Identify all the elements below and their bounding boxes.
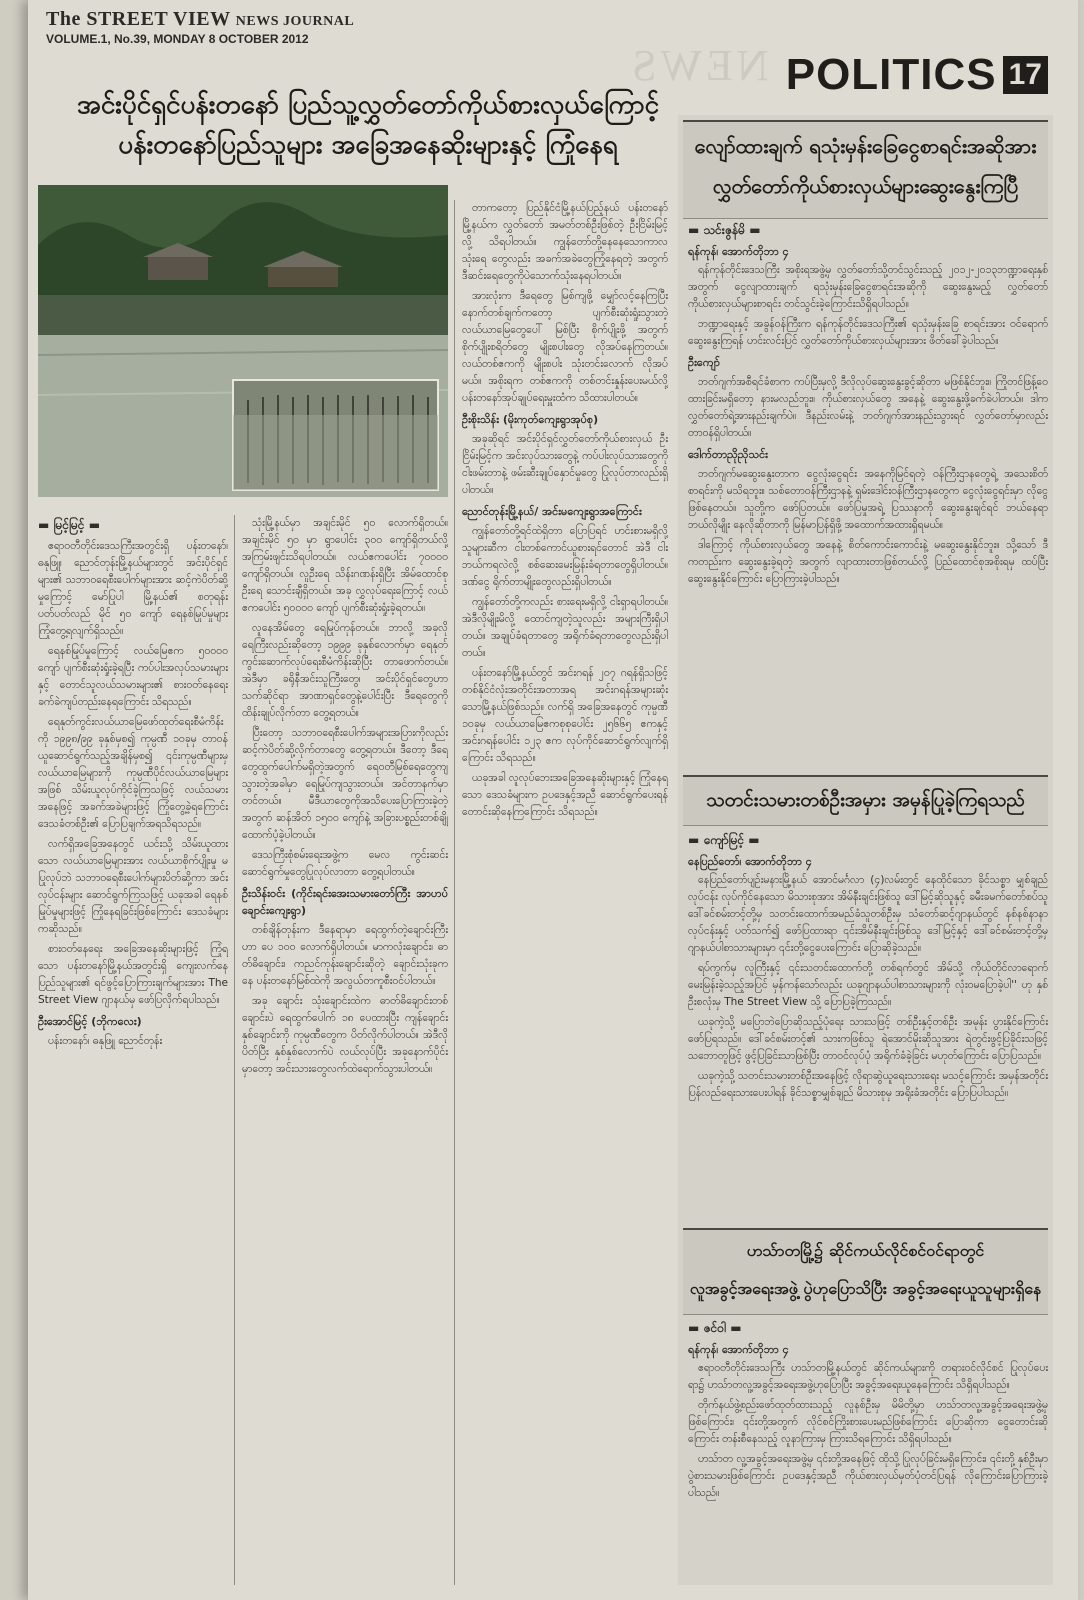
masthead	[46, 8, 466, 46]
section-title: POLITICS	[785, 50, 997, 99]
brand-subtitle: NEWS JOURNAL	[235, 14, 355, 29]
lead-column-2	[242, 515, 448, 1585]
lead-col1-tail: ပန်းတနော်၊ ဓနုဖြူ ညောင်တုန်း	[48, 1035, 163, 1047]
lead-col3b-para: အခုဆိုရင် အင်းပိုင်ရှင်လွှတ်တော်ကိုယ်စားလှယ် ဦးငြိမ်းမြင့်က အင်းလုပ်သားတွေနဲ့ ကပ်ပါးလုပ်သားတွေကို ငါးဖမ်းတာနဲ့ ဖမ်းဆီးချုပ်နှောင်မှုတွေ ပြုလုပ်တာလည်းရှိပါတယ်။	[462, 433, 668, 496]
story2-title	[683, 120, 1048, 219]
lead-col1-para: ရေနစ်မြုပ်မှုကြောင့် လယ်မြေဧက ၅၀၀၀၀ ကျော် ပျက်စီးဆုံးရှုံးခဲ့ရပြီး ကပ်ပါးအလုပ်သမားများနှင့် တောင်သူလယ်သမားများ၏ စားဝတ်နေရေး ခက်ခဲကျပ်တည်းနေရကြောင်း သိရသည်။	[38, 645, 228, 708]
lead-col3-para: တာကတော့ ပြည်နိုင်ငံမြို့နယ်ပြည့်နယ် ပန်းတနော်မြို့နယ်က လွှတ်တော် အမတ်တစ်ဦးဖြစ်တဲ့ ဦးငြိမ်းမြင့်လို့ သိရပါတယ်။ ကျွန်တော်တို့နေနေသောကာလ သုံးရေ တွေလည်း အခက်အခဲတွေကြုံနေရတဲ့ အတွက် ဒီဆင်းရေတွေကိုပဲသောက်သုံးနေရပါတယ်။	[462, 202, 668, 282]
story4-dateline: ရန်ကုန်၊ အောက်တိုဘာ ၄	[688, 1343, 789, 1356]
column-divider	[454, 200, 455, 1585]
story2-byline: ▬ သင်းဇွန်မိ ▬	[688, 223, 761, 237]
story2-para: ရန်ကုန်တိုင်းဒေသကြီး အစိုးရအဖွဲ့မှ လွှတ်တော်သို့တင်သွင်းသည့် ၂၀၁၂-၂၀၁၃ဘဏ္ဍာရေးနှစ်အတွက် ငွေလျာထားချက် ရသုံးမှန်းခြေငွေစာရင်းအဆိုကို ဆွေးနွေးမည့် လွှတ်တော်ကိုယ်စားလှယ်များစာရင်း တင်သွင်းခဲ့ကြောင်းသိရှိရပါသည်။	[688, 264, 1048, 310]
lead-col3c-para: ကျွန်တော်တို့ရင်ထဲရှိတာ ပြောပြရင် ဟင်းစားမရှိလို့ သူများဆီက ငါးတစ်ကောင်ယူစားရင်တောင် အဲဒီ ငါးဘယ်ကရလဲလို့ စစ်ဆေးမေးမြန်းခံရတာတွေရှိပါတယ်။ ဒဏ်ငွေ ရိုက်တာမျိုးတွေလည်းရှိပါတယ်။	[462, 525, 668, 588]
lead-col1-para: စားဝတ်နေရေး အခြေအနေဆိုးများဖြင့် ကြုံရသော ပန်းတနော်မြို့နယ်အတွင်းရှိ ကျေးလက်နေ ပြည်သူများ၏ ရင်ဖွင့်ပြောကြားချက်များအား The Street View ဂျာနယ်မှ ဖော်ပြလိုက်ရပါသည်။	[38, 943, 228, 1006]
lead-col3c-para: ပန်းတနော်မြို့နယ်တွင် အင်းဂရန် ၂၀၇ ဂရန်ရှိသဖြင့် တစ်နိုင်ငံလုံးအတိုင်းအတာအရ အင်းဂရန်အများဆုံးသောမြို့နယ်ဖြစ်သည်။ လက်ရှိ အခြေအနေတွင် ကုမ္ပဏီ ၁၀ခုမှ လယ်ယာမြေဧကစုစုပေါင်း ၂၅၆၆၅ ဧကနှင့် အင်းဂရန်ပေါင်း ၁၂၃ ဧက လုပ်ကိုင်ဆောင်ရွက်လျက်ရှိကြောင်း သိရသည်။	[462, 667, 668, 764]
lead-subhead-2: ဦးသိန်းဝင်း (ကိုင်းရင်းအေးသမားတော်ကြီး အာဟပ်ချောင်းကျေးရွာ)	[242, 887, 448, 917]
story2-dateline: ရန်ကုန်၊ အောက်တိုဘာ ၄	[688, 245, 789, 258]
lead-column-1	[38, 515, 228, 1585]
page-number: 17	[1003, 56, 1048, 94]
story3-para: ရပ်ကွက်မှ လူကြီးနှင့် ၎င်းသတင်းထောက်တို့ တစ်ရက်တွင် အိမ်သို့ ကိုယ်တိုင်လာရောက်မေးမြန်းခဲ့သည့်အပြင် မှန်ကန်သော်လည်း ယခုဂျာနယ်ပါစာသားများကို လုံးဝမပြောခဲ့ပါ'' ဟု နှစ်ဦးစလုံးမှ The Street View သို့ ပြောပြခဲ့ကြသည်။	[688, 962, 1048, 1008]
lead-col2b-para: အခု ချောင်း သုံးချောင်းထဲက ဓာတ်ဓိချောင်းတစ်ချောင်းပဲ ရေထွက်ပေါက် ၁၈ ပေထားပြီး ကျန်ချောင်းနှစ်ချောင်းကို ကုမ္ပဏီတွေက ပိတ်လိုက်ပါတယ်။ အဲဒီလိုပိတ်ပြီး နှစ်နှစ်လောက်ပဲ လယ်လုပ်ပြီး အခုနောက်ပိုင်းမှာတော့ အင်းသားတွေလက်ထဲရောက်သွားပါတယ်။	[242, 995, 448, 1075]
lead-col3c-para: ယခုအခါ လူလုပ်ဘေးအခြေအနေဆိုးများနှင့် ကြုံနေရသော ဒေသခံများက ဥပဒေနှင့်အညီ ဆောင်ရွက်ပေးရန် တောင်းဆိုနေကြကြောင်း သိရသည်။	[462, 772, 668, 818]
lead-col1-para: ရေနုတ်ကွင်းလယ်ယာမြေဖော်ထုတ်ရေးစီမံကိန်းကို ၁၉၉၈/၉၉ ခုနှစ်မှစ၍ ကုမ္ပဏီ ၁၀ခုမှ တာဝန်ယူဆောင်ရွက်သည့်အချိန်မှစ၍ ၎င်းကုမ္ပဏီများမှ လယ်ယာမြေများကို ကုမ္ပဏီပိုင်လယ်ယာမြေများအဖြစ် သိမ်းယူလုပ်ကိုင်ခဲ့ကြသဖြင့် လယ်သမားအနေဖြင့် အခက်အခဲများဖြင့် ကြုံတွေ့ခဲ့ရကြောင်း ဒေသခံတစ်ဦး၏ ပြောပြချက်အရသိရသည်။	[38, 716, 228, 830]
story2-para-c: ဘတ်ဂျက်မဆွေးနွေးတာက ငွေလုံးငွေရင်း အနေကိုမြင်ရတဲ့ ဝန်ကြီးဌာနတွေရဲ့ အသေးစိတ်စာရင်းကို မသိရဘူး။ သစ်တောဝန်ကြီးဌာနနဲ့ ရှမ်းဒေါင်းဝန်ကြီးဌာနတွေက ငွေလုံးငွေရင်းမှာ လိုငွေဖြစ်နေတယ်။ သူတို့က ဖော်ပြတယ်။ ဖော်ပြမှုအရဲ့ ပြဿနာကို ဆွေးနွေးချင်ရင် ဘယ်နေရာ ဘယ်လိုမျိုး နေလိုဆိုတာကို မြန်မာပြန်ရှိဖို့ အထောက်အထားရှိရမယ်။	[688, 468, 1048, 531]
lead-subhead-4: ညောင်တုန်းမြို့နယ်/ အင်းမကျေးရွာအကြောင်း	[462, 505, 642, 518]
story2-para-b: ဘတ်ဂျက်အစီရင်ခံစာက ကပ်ပြီးမှလို့ ဒီလိုလုပ်ဆွေးနွေးခွင့်ဆိုတာ မဖြစ်နိုင်ဘူး။ ကြိုတင်ဖြန့်ဝေထားခြင်းမရှိတော့ နားမလည်ဘူး။ ကိုယ်စားလှယ်တွေ အနေနဲ့ ဆွေးနွေးဖို့ခက်ခဲပါတယ်။ ဒါက လွှတ်တော်ရဲ့အားနည်းချက်ပဲ။ ဒီနည်းလမ်းနဲ့ ဘတ်ဂျက်အားနည်းသွားရင် လွှတ်တော်မှာလည်း တာဝန်ရှိပါတယ်။	[688, 376, 1048, 439]
lead-col2-para: လူနေအိမ်တွေ ရေမြုပ်ကုန်တယ်။ ဘာလို့ အခုလို ရေကြီးလည်းဆိုတော့ ၁၉၉၉ ခုနှစ်လောက်မှာ ရေနုတ်ကွင်းဆောက်လုပ်ရေးစီမံကိန်းဆိုပြီး တာဖောက်တယ်။ အဲဒီမှာ ခရိုနီအင်းသူကြီးတွေ၊ အင်းပိုင်ရှင်တွေဟာ သက်ဆိုင်ရာ အာဏာရှင်တွေနဲ့ပေါင်းပြီး ဒီရေတွေကို ထိန်းချုပ်လိုက်တာ တွေ့ရတယ်။	[242, 622, 448, 719]
section-header	[786, 50, 1048, 100]
story3-para: ယခုကဲ့သို့ သတင်းသမားတစ်ဦးအနေဖြင့် လိုရာဆွဲယူရေးသားရေး မသင့်ကြောင်း အမှန်အတိုင်း ပြန်လည်ရေးသားပေးပါရန် ခိုင်သစ္စာမျှစ်ချည် မိသားစုမှ အရိုးခံအတိုင်း ပြောပြပါသည်။	[688, 1070, 1048, 1099]
lead-col1-para: ဧရာဝတီတိုင်းဒေသကြီးအတွင်းရှိ ပန်းတနော်၊ ဓနုဖြူ၊ ညောင်တုန်းမြို့နယ်များတွင် အင်းပိုင်ရှင်များ၏ သဘာဝရေစီးပေါက်များအား ဆင့်ကဲပိတ်ဆို့မှုကြောင့် မော်ပြုပါ မြို့နယ်၏ စတုရန်းပတ်ပတ်လည် မိုင် ၅၀ ကျော် ရေနစ်မြုပ်မှုများ ကြုံတွေ့ရလျက်ရှိသည်။	[38, 540, 228, 637]
ghost-news-text: NEWS	[628, 41, 769, 90]
story3-dateline: နေပြည်တော်၊ အောက်တိုဘာ ၄	[688, 855, 812, 868]
lead-subhead-3: ဦးစိုးသိန်း (မိုးကုတ်ကျေးရွာအုပ်စု)	[462, 413, 599, 426]
story4-title	[683, 1228, 1048, 1315]
story4-para: ဟသ်ာတ လူ့အခွင့်အရေးအဖွဲ့မှ ၎င်းတို့အနေဖြင့် ထိုသို့ ပြုလုပ်ခြင်းမရှိကြောင်း၊ ၎င်းတို့ နှစ်ဦးမှာ ပွဲစားသမားဖြစ်ကြောင်း ဥပဒေနှင့်အညီ ကိုယ်စားလှယ်မှတ်ပုံတင်ပြရန် လိုကြောင်းပြောကြားခဲ့ပါသည်။	[688, 1453, 1048, 1499]
story3-para: နေပြည်တော်ပျဉ်းမနားမြို့နယ် အောင်မင်္ဂလာ (၄)လမ်းတွင် နေထိုင်သော ခိုင်သစ္စာ မျှစ်ချည်လုပ်ငန်း လုပ်ကိုင်နေသော မိသားစုအား အိမ်နီးချင်းဖြစ်သူ ဒေါ်မြင့်ဆိုသူနှင့် ခမီးခမက်တော်စပ်သူ ဒေါ်ခင်စမ်းတင့်တို့မှ သတင်းထောက်အမည်ခံသူတစ်ဦးမှ သံတော်ဆင့်ဂျာနယ်တွင် နစ်နစ်နာနာလုပ်ငန်းနှင့် ပတ်သက်၍ ဖော်ပြထားရာ ၎င်းအိမ်နီးချင်းဖြစ်သူ ဒေါ်မြင့်နှင့် ဒေါ်ခင်စမ်းတင့်တို့မှ ဂျာနယ်ပါစာသားများမှာ ၎င်းတို့ငွေပေးကြောင်း ပြောဆိုခဲ့သည်။	[688, 874, 1048, 954]
lead-headline	[68, 85, 668, 165]
lead-col1-para: လက်ရှိအခြေအနေတွင် ယင်းသို့ သိမ်းယူထားသော လယ်ယာမြေများအား လယ်ယာစိုက်ပျိုးမှု မပြုလုပ်ဘဲ သဘာဝရေစီးပေါက်များပိတ်ဆို့ကာ အင်းလုပ်ငန်းများ ဆောင်ရွက်ကြသဖြင့် ယခုအခါ ရေနစ်မြုပ်မှုများဖြင့် ကြုံနေရခြင်းဖြစ်ကြောင်း ဒေသခံများကဆိုသည်။	[38, 838, 228, 935]
story4-body	[688, 1318, 1048, 1580]
lead-column-3	[462, 200, 668, 1585]
issue-line: VOLUME.1, No.39, MONDAY 8 OCTOBER 2012	[46, 32, 309, 46]
lead-col3-para: အားလုံးက ဒီရေတွေ မြစ်ကျဖို့ မျှော်လင့်နေကြပြီး နောက်တစ်ချက်ကတော့ ပျက်စီးဆုံးရှုံးသွားတဲ့ လယ်ယာမြေတွေပေါ် မြစ်ပြီး စိုက်ပျိုးဖို့ အတွက် စိုက်ပျိုးစရိတ်တွေ မျိုးစပါးတွေ လိုအပ်နေကြတယ်။ လယ်တစ်ဧကကို မျိုးစပါး သုံးတင်းလောက် လိုအပ်မယ်။ အစိုးရက တစ်ဧကကို တစ်တင်းနှုန်းပေးမယ်လို့ ပန်းတနော်အုပ်ချုပ်ရေးမှူးထံက သိထားပါတယ်။	[462, 290, 668, 404]
lead-byline: ▬ မြင့်မြင့် ▬	[38, 518, 101, 532]
flood-photo-illustration	[38, 185, 448, 497]
story2-title-line-1: လျော်ထားချက် ရသုံးမှန်းခြေငွေစာရင်းအဆိုအား	[694, 134, 1037, 158]
story2-subhead-1: ဦးကျော်	[688, 356, 720, 369]
newspaper-page	[28, 0, 1078, 1600]
lead-col3c-para: ကျွန်တော်တို့ကလည်း စားရေးမရှိလို့ ငါးရှာရပါတယ်။ အဲဒီလိုမျိုးမိလို့ ထောင်ကျတဲ့သူလည်း အများကြီးရှိပါတယ်။ အချုပ်ခံရတာတွေ အရိုက်ခံရတာတွေလည်းရှိပါတယ်။	[462, 596, 668, 659]
story4-title-line-1: ဟသ်ာတမြို့၌ ဆိုင်ကယ်လိုင်စင်ဝင်ရာတွင်	[746, 1241, 985, 1260]
story4-para: ဧရာဝတီတိုင်းဒေသကြီး ဟသ်ာတမြို့နယ်တွင် ဆိုင်ကယ်များကို တရားဝင်လိုင်စင် ပြုလုပ်ပေးရာ၌ ဟသ်ာတလူ့အခွင့်အရေးအဖွဲ့ဟုပြောပြီး အခွင့်အရေးယူနေကြောင်း သိရှိရပါသည်။	[688, 1362, 1048, 1391]
lead-photo	[38, 185, 448, 497]
lead-headline-line-1: အင်းပိုင်ရှင်ပန်းတနော် ပြည်သူ့လွှတ်တော်ကိုယ်စားလှယ်ကြောင့်	[76, 90, 660, 120]
story3-title: သတင်းသမားတစ်ဦးအမှား အမှန်ပြုခဲ့ကြရသည်	[683, 775, 1048, 826]
column-divider	[234, 515, 235, 1585]
story2-para: ဘဏ္ဍာရေးနှင့် အခွန်ဝန်ကြီးက ရန်ကုန်တိုင်းဒေသကြီး၏ ရသုံးမှန်းခြေ စာရင်းအား ဝင်ရောက်ဆွေးနွေးကြရန် ဟင်းလင်းပြင် လွှတ်တော်ကိုယ်စားလှယ်များအား ဖိတ်ခေါ်ခဲ့ပါသည်။	[688, 318, 1048, 347]
story2-subhead-2: ဒေါက်တာညိုညိုသင်း	[688, 448, 768, 461]
lead-headline-line-2: ပန်းတနော်ပြည်သူများ အခြေအနေဆိုးများနှင့် ကြုံနေရ	[118, 130, 618, 160]
lead-subhead-1: ဦးအောင်မြင့် (ဘိုကလေး)	[38, 1015, 142, 1028]
story2-body	[688, 220, 1048, 765]
story4-para: တိုက်နယ်ဖွဲ့စည်းဖော်ထုတ်ထားသည့် လူနစ်ဦးမှ မိမိတို့မှာ ဟသ်ာတလူ့အခွင့်အရေးအဖွဲ့မှ ဖြစ်ကြောင်း၊ ၎င်းတို့အတွက် လိုင်စင်ကြိုးစားပေးမည်ဖြစ်ကြောင်း ပြောဆိုကာ ငွေတောင်းဆိုကြောင်း တန်းစီနေသည့် လူနာကြားမှ ကြားသိရကြောင်း သိရှိရပါသည်။	[688, 1399, 1048, 1445]
story3-body	[688, 830, 1048, 1220]
story4-byline: ▬ ဇင်ဝါ ▬	[688, 1321, 742, 1335]
story2-title-line-2: လွှတ်တော်ကိုယ်စားလှယ်များဆွေးနွေးကြပြီ	[712, 174, 1019, 198]
lead-col2b-para: တစ်ချိန်တုန်းက ဒီနေရာမှာ ရေထွက်တဲ့ချောင်းကြီးဟာ ပေ ၁၀၀ လောက်ရှိပါတယ်။ မာကလုံးချောင်း၊ ဓာတ်ဓိချောင်း၊ ကညင်ကုန်းချောင်းဆိုတဲ့ ချောင်းသုံးခုကနေ ပန်းတနော်မြစ်ထဲကို အလွယ်တကူစီးဝင်ပါတယ်။	[242, 924, 448, 987]
lead-col2-para: ဒေသကြီးစုံစမ်းရေးအဖွဲ့က မေလ ကွင်းဆင်းဆောင်ရွက်မှုတွေပြုလုပ်လာတာ တွေ့ရပါတယ်။	[242, 849, 448, 878]
brand-name: The STREET VIEW NEWS JOURNAL	[46, 8, 355, 30]
story2-para-c: ဒါကြောင့် ကိုယ်စားလှယ်တွေ အနေနဲ့ စိတ်ကောင်းကောင်းနဲ့ မဆွေးနွေးနိုင်ဘူး။ သို့သော် ဒီကတည်းက ဆွေးနွေးခဲ့ရတဲ့ အတွက် လျာထားတာဖြစ်တယ်လို့ ပြည်ထောင်စုအစိုးရမှ ထပ်ပြီးဆွေးနွေးနိုင်ကြောင်း ပြောကြားခဲ့ပါသည်။	[688, 539, 1048, 585]
story3-para: ယခုကဲ့သို့ မပြောဘဲပြောဆိုသည့်ပုံရေး သားသဖြင့် တစ်ဦးနှင့်တစ်ဦး အမုန်း ပွားနိုင်ကြောင်း ဖော်ပြရသည်။ ဒေါ်ခင်စမ်းတင့်၏ သားကဖြစ်သူ ရဲအောင်မိုးဆိုသူအား ရဲတွင်းဖွင့်ပြခိုင်းသဖြင့် သဘောတူဖြင့် ဖွင့်ပြခြင်းသာဖြစ်ပြီး တာဝင်လုပ်ပုံ အရိုက်ခံခဲ့ခြင်း မဟုတ်ကြောင်း ပြောပြသည်။	[688, 1016, 1048, 1062]
lead-col2-para: ပြီးတော့ သဘာဝရေစီးပေါက်အများအပြားကိုလည်း ဆင့်ကဲပိတ်ဆို့လိုက်တာတွေ တွေ့ရတယ်။ ဒီတော့ ဒီရေတွေထွက်ပေါက်မရှိတဲ့အတွက် ရေဝတီမြစ်ရေတွေကျသွားတဲ့အခါမှာ ရေမြုပ်ကျသွားတယ်။ အင်တာနက်မှာတင်တယ်။ မီဒီယာတွေကိုအသိပေးပြောကြားခဲ့တဲ့အတွက် ဆန်အိတ် ၁၅၀၀ ကျော်နဲ့ အခြားပစ္စည်းတစ်ချို့ ထောက်ပံ့ခဲ့ပါတယ်။	[242, 727, 448, 841]
story3-byline: ▬ ကျော်မြင့် ▬	[688, 833, 760, 847]
lead-col2-para: သုံးမြို့နယ်မှာ အချင်းမိုင် ၅၀ လောက်ရှိတယ်။ အချင်းမိုင် ၅၀ မှာ ရွာပေါင်း ၃၀၀ ကျော်ရှိတယ်လို့ အကြမ်းဖျင်းသိရပါတယ်။ လယ်ဧကပေါင်း ၇၀၀၀၀ ကျော်ရှိတယ်။ လူဦးရေ သိန်းဂဏန်းရှိပြီး အိမ်ထောင်စုဦးရေ သောင်းချီရှိတယ်။ အခု လွှလုပ်ရေးကြောင့် လယ်ဧကပေါင်း ၅၀၀၀၀ ကျော် ပျက်စီးဆုံးရှုံးခဲ့ရတယ်။	[242, 517, 448, 614]
story4-title-line-2: လူအခွင့်အရေးအဖွဲ့ ပွဲဟုပြောသိပြီး အခွင့်အရေးယူသူများရှိနေ	[689, 1279, 1042, 1298]
